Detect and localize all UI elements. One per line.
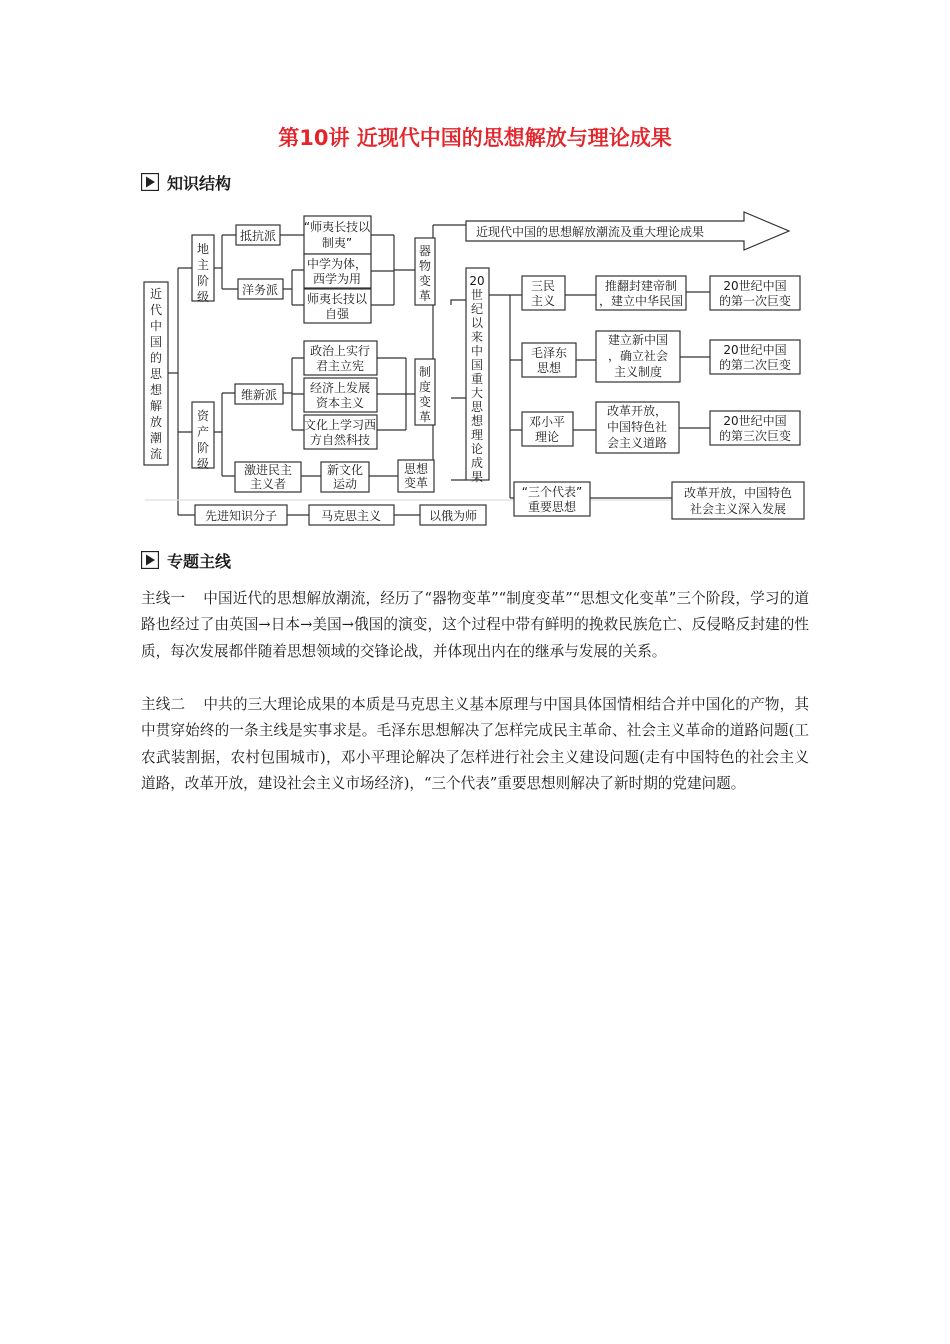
mainline-paragraph-2 (141, 692, 809, 798)
page-title: 第10讲 近现代中国的思想解放与理论成果 (278, 126, 672, 150)
paragraph-text: 中共的三大理论成果的本质是马克思主义基本原理与中国具体国情相结合并中国化的产物，其中贯穿始终的一条主线是实事求是。毛泽东思想解决了怎样完成民主革命、社会主义革命的道路问题(工农武装割据，农村包围城市)，邓小平理论解决了怎样进行社会主义建设问题(走有中国特色的社会主义道路，改革开放，建设社会主义市场经济)，“三个代表”重要思想则解决了新时期的党建问题。 (141, 696, 809, 793)
radical-democrats-box (235, 462, 301, 492)
new-culture-movement-box (321, 462, 369, 492)
mainline-paragraph-1 (141, 586, 809, 665)
system-change-box (415, 359, 435, 425)
system-change-label: 制度变革 (418, 365, 432, 424)
westernization-school-box (238, 279, 283, 299)
row-3-result: 20世纪中国的第三次巨变 (718, 414, 792, 443)
cultural-reform-box (304, 415, 377, 449)
economic-label: 经济上发展资本主义 (309, 381, 371, 410)
thought-change-label: 思想变革 (403, 462, 429, 490)
marxism-label: 马克思主义 (320, 509, 382, 523)
learn-west-2-box (304, 289, 371, 323)
resist-label: 抵抗派 (239, 229, 277, 243)
economic-reform-box (304, 378, 377, 412)
new-culture-label: 新文化运动 (326, 463, 364, 491)
artifact-change-box (415, 238, 435, 305)
knowledge-structure-diagram (0, 0, 950, 540)
section-title-structure: 知识结构 (167, 173, 232, 193)
marxism-box (309, 505, 394, 525)
landlord-label: 地主阶级 (196, 242, 210, 304)
resist-school-box (236, 225, 280, 245)
row-2-content: 建立新中国，确立社会主义制度 (607, 333, 669, 379)
learn-russia-label: 以俄为师 (428, 509, 478, 523)
row-3-theory: 邓小平理论 (528, 415, 566, 444)
row-4-content: 改革开放，中国特色社会主义深入发展 (683, 486, 793, 516)
play-triangle-icon (141, 551, 159, 569)
row-2 (522, 331, 800, 382)
center-column-label: 20 世纪以来中国重大思想理论成果 (469, 274, 485, 484)
intellectuals-box (195, 505, 287, 525)
row-1-result: 20世纪中国的第一次巨变 (718, 279, 792, 308)
reform-school-label: 维新派 (240, 388, 278, 402)
learn-west-1-label: “师夷长技以制夷” (303, 220, 371, 250)
root-label: 近代中国的思想解放潮流 (149, 287, 163, 461)
artifact-change-label: 器物变革 (418, 244, 432, 303)
thought-change-box (398, 460, 434, 492)
row-2-result: 20世纪中国的第二次巨变 (718, 343, 792, 372)
bourgeois-class-box (192, 402, 214, 471)
cultural-label: 文化上学习西方自然科技 (303, 418, 377, 447)
intellectuals-label: 先进知识分子 (204, 509, 278, 523)
landlord-class-box (192, 235, 214, 304)
zhongti-label: 中学为体，西学为用 (306, 257, 368, 286)
learn-russia-box (420, 505, 486, 525)
center-column-box (466, 268, 489, 484)
political-reform-box (304, 341, 377, 375)
learn-west-1-box (304, 216, 371, 254)
row-1-content: 推翻封建帝制，建立中华民国 (598, 279, 684, 308)
section-header-mainline (141, 549, 231, 571)
section-title-mainline: 专题主线 (167, 551, 232, 571)
row-3 (522, 402, 800, 453)
trend-arrow (466, 212, 789, 250)
row-1 (522, 276, 800, 310)
row-3-content: 改革开放，中国特色社会主义道路 (606, 404, 668, 450)
reform-school-box (235, 384, 283, 404)
westernization-label: 洋务派 (241, 283, 279, 297)
radical-democrats-label: 激进民主主义者 (243, 463, 293, 491)
paragraph-lead: 主线二 (141, 696, 186, 713)
bourgeois-label: 资产阶级 (196, 409, 210, 471)
learn-west-2-label: 师夷长技以自强 (306, 292, 368, 321)
paragraph-lead: 主线一 (141, 590, 186, 607)
row-2-theory: 毛泽东思想 (530, 346, 568, 375)
root-box (144, 282, 168, 465)
row-4-theory: “三个代表”重要思想 (521, 485, 583, 514)
paragraph-text: 中国近代的思想解放潮流，经历了“器物变革”“制度变革”“思想文化变革”三个阶段，学习的道路也经过了由英国→日本→美国→俄国的演变，这个过程中带有鲜明的挽救民族危亡、反侵略反封建的性质，每次发展都伴随着思想领域的交锋论战，并体现出内在的继承与发展的关系。 (141, 590, 809, 660)
zhongti-xiyong-box (304, 254, 371, 288)
trend-arrow-label: 近现代中国的思想解放潮流及重大理论成果 (476, 225, 705, 239)
political-label: 政治上实行君主立宪 (309, 344, 371, 373)
row-1-theory: 三民主义 (530, 279, 556, 308)
